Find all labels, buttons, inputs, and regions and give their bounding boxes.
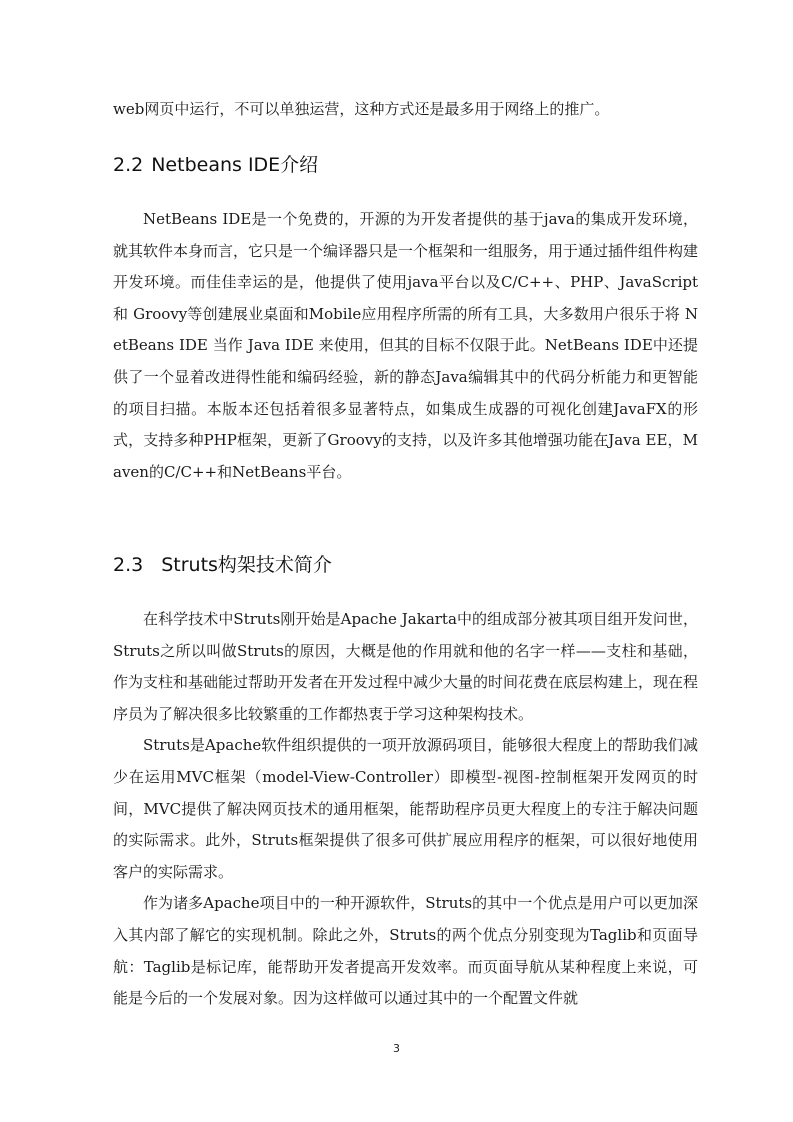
body-paragraph: NetBeans IDE是一个免费的，开源的为开发者提供的基于java的集成开发环境，就其软件本身而言，它只是一个编译器只是一个框架和一组服务，用于通过插件组件构建开发环境。而佳佳幸运的是，他提供了使用java平台以及C/C++、PHP、JavaScript和 Groovy等创建展业桌面和Mobile应用程序所需的所有工具，大多数用户很乐于将 NetBeans IDE 当作 Java IDE 来使用，但其的目标不仅限于此。NetBeans IDE中还提供了一个显着改进得性能和编码经验，新的静态Java编辑其中的代码分析能力和更智能的项目扫描。本版本还包括着很多显著特点，如集成生成器的可视化创建JavaFX的形式，支持多种PHP框架，更新了Groovy的支持，以及许多其他增强功能在Java EE，Maven的C/C++和NetBeans平台。 — [113, 210, 699, 481]
section-title: Struts构架技术简介 — [161, 554, 332, 576]
section-title: Netbeans IDE介绍 — [151, 154, 319, 176]
continuation-paragraph-block — [113, 94, 698, 126]
section-body-struts — [113, 604, 698, 1015]
section-body-netbeans — [113, 204, 698, 488]
section-heading-netbeans — [113, 152, 318, 178]
page-number: 3 — [393, 1042, 400, 1055]
section-number: 2.2 — [113, 154, 144, 176]
body-paragraph: 在科学技术中Struts刚开始是Apache Jakarta中的组成部分被其项目组开发问世，Struts之所以叫做Struts的原因，大概是他的作用就和他的名字一样——支柱和基础，作为支柱和基础能过帮助开发者在开发过程中减少大量的时间花费在底层构建上，现在程序员为了解决很多比较繁重的工作都热衷于学习这种架构技术。 — [113, 610, 699, 723]
section-heading-struts — [113, 552, 332, 578]
body-paragraph: Struts是Apache软件组织提供的一项开放源码项目，能够很大程度上的帮助我们减少在运用MVC框架（model-View-Controller）即模型-视图-控制框架开发网页的时间，MVC提供了解决网页技术的通用框架，能帮助程序员更大程度上的专注于解决问题的实际需求。此外，Struts框架提供了很多可供扩展应用程序的框架，可以很好地使用客户的实际需求。 — [113, 736, 698, 881]
body-paragraph: 作为诸多Apache项目中的一种开源软件，Struts的其中一个优点是用户可以更加深入其内部了解它的实现机制。除此之外，Struts的两个优点分别变现为Taglib和页面导航：Taglib是标记库，能帮助开发者提高开发效率。而页面导航从某种程度上来说，可能是今后的一个发展对象。因为这样做可以通过其中的一个配置文件就 — [113, 894, 698, 1008]
continuation-paragraph: web网页中运行，不可以单独运营，这种方式还是最多用于网络上的推广。 — [113, 100, 610, 118]
section-number: 2.3 — [113, 554, 144, 576]
